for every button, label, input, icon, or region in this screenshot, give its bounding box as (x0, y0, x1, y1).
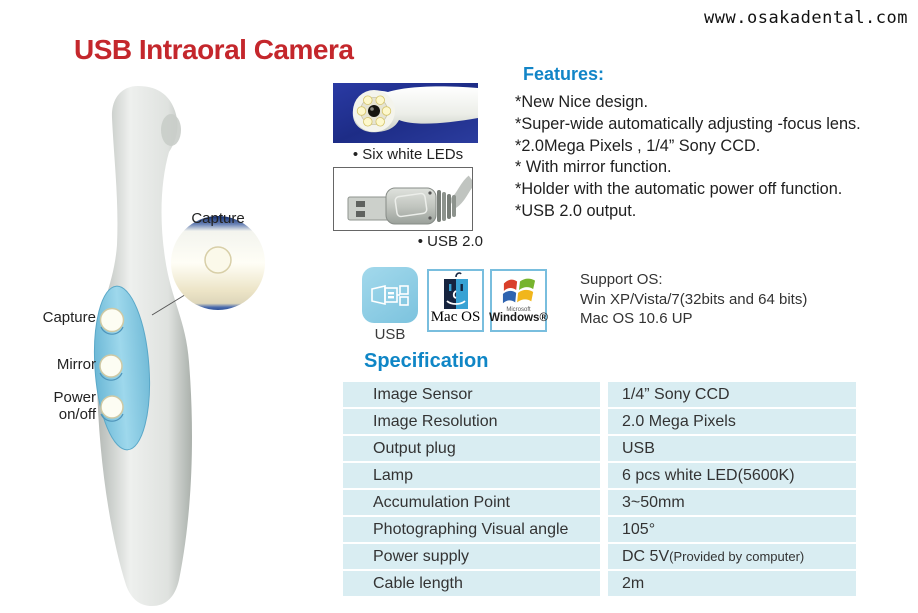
spec-value: 6 pcs white LED(5600K) (608, 463, 856, 488)
feature-item: *New Nice design. (515, 93, 649, 111)
table-row (343, 571, 856, 596)
table-row (343, 490, 856, 515)
windows-icon-small-label: Microsoft (506, 307, 531, 313)
spec-value: 2.0 Mega Pixels (608, 409, 856, 434)
feature-item: *2.0Mega Pixels , 1/4” Sony CCD. (515, 136, 761, 155)
specification-heading: Specification (364, 350, 489, 372)
spec-value: 3~50mm (608, 490, 856, 515)
features-heading: Features: (523, 64, 605, 84)
table-row (343, 463, 856, 488)
capture-label: Capture (42, 309, 96, 326)
camera-lens (368, 105, 380, 117)
windows-flag-icon (500, 274, 538, 308)
capture-button-callout (171, 216, 265, 310)
windows-icon (490, 269, 547, 332)
mirror-label: Mirror (56, 356, 96, 373)
spec-label: Lamp (343, 463, 600, 488)
table-row (343, 436, 856, 461)
table-row (343, 517, 856, 542)
usb-connector-drawing (334, 168, 472, 230)
page-title: USB Intraoral Camera (74, 34, 354, 65)
callout-capture-label: Capture (191, 210, 245, 227)
usb-plug-icon (369, 280, 411, 310)
spec-label: Output plug (343, 436, 600, 461)
feature-item: *USB 2.0 output. (515, 201, 637, 220)
spec-label: Photographing Visual angle (343, 517, 600, 542)
leds-caption: • Six white LEDs (352, 146, 464, 163)
table-row (343, 382, 856, 407)
support-os-text (580, 270, 807, 329)
spec-label: Image Resolution (343, 409, 600, 434)
usb-caption: • USB 2.0 (417, 233, 483, 250)
spec-value: 1/4” Sony CCD (608, 382, 856, 407)
windows-icon-label: Windows® (489, 312, 548, 324)
usb-icon (362, 267, 418, 323)
intraoral-camera-photo (30, 80, 320, 613)
spec-value: 105° (608, 517, 856, 542)
power-label: Power on/off (53, 389, 96, 423)
spec-value: 2m (608, 571, 856, 596)
table-row (343, 409, 856, 434)
feature-item: *Super-wide automatically adjusting -focus lens. (515, 114, 861, 133)
spec-value: USB (608, 436, 856, 461)
camera-lens-bump (161, 114, 181, 146)
camera-head-photo (333, 83, 478, 143)
spec-label: Power supply (343, 544, 600, 569)
spec-label: Accumulation Point (343, 490, 600, 515)
usb-icon-label: USB (374, 326, 406, 343)
spec-label: Cable length (343, 571, 600, 596)
features-list (515, 92, 915, 223)
spec-value: DC 5V(Provided by computer) (608, 544, 856, 569)
mac-face-icon (438, 271, 474, 311)
spec-label: Image Sensor (343, 382, 600, 407)
feature-item: *Holder with the automatic power off function. (515, 180, 843, 199)
specification-table (343, 382, 856, 598)
table-row (343, 544, 856, 569)
usb-connector-photo (333, 167, 473, 231)
feature-item: * With mirror function. (515, 158, 672, 177)
support-os-line: Win XP/Vista/7(32bits and 64 bits) (580, 290, 808, 308)
macos-icon (427, 269, 484, 332)
support-os-line: Mac OS 10.6 UP (580, 310, 693, 327)
support-os-line: Support OS: (580, 271, 663, 288)
macos-icon-label: Mac OS (430, 309, 481, 325)
website-url: www.osakadental.com (704, 8, 908, 28)
